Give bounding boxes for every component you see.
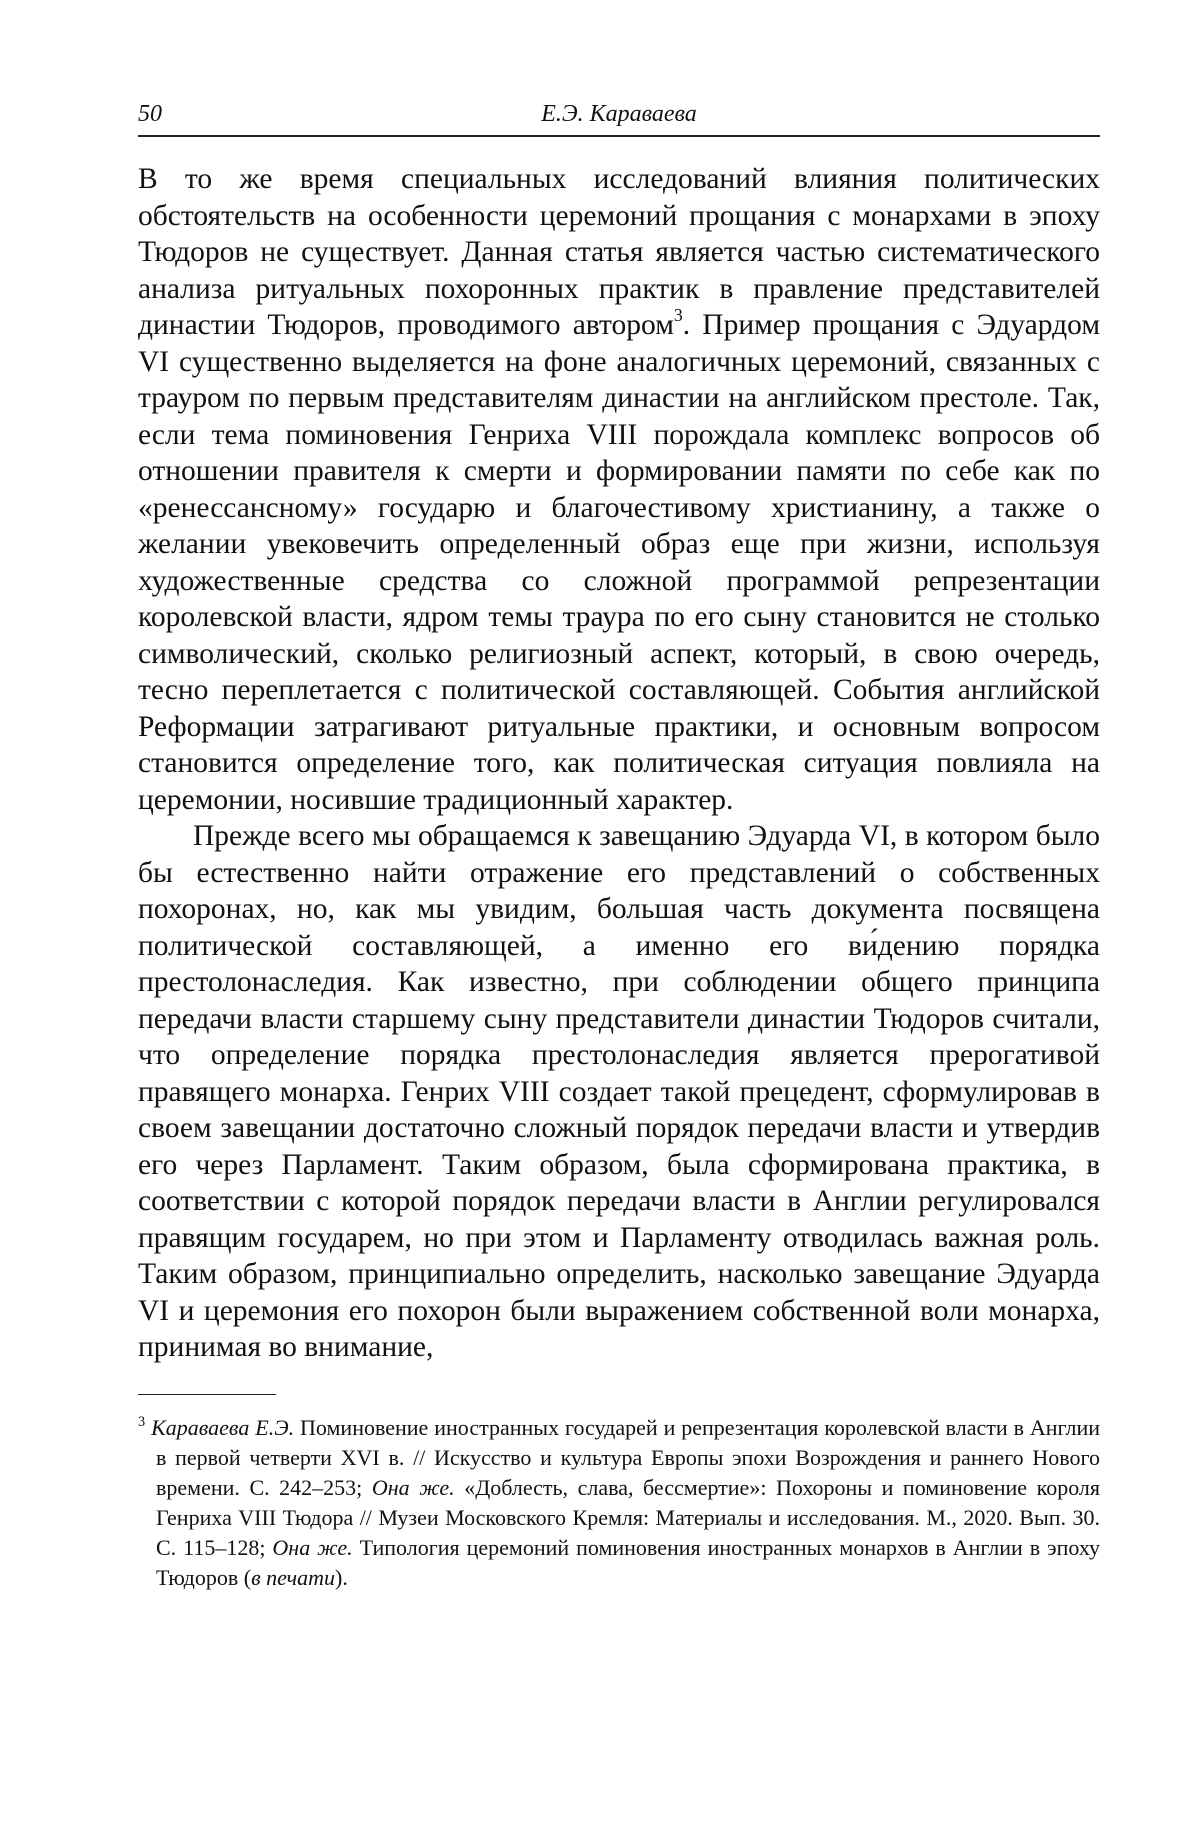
running-header xyxy=(138,95,1100,137)
footnote-mark: 3 xyxy=(138,1414,145,1430)
page xyxy=(138,95,1100,1593)
page-number: 50 xyxy=(138,101,162,128)
paragraph-1 xyxy=(138,161,1100,818)
footnote-author-1: Караваева Е.Э. xyxy=(151,1415,294,1440)
footnote-author-2: Она же. xyxy=(372,1475,455,1500)
body-text xyxy=(138,161,1100,1366)
footnote-text-1: Поминовение иностранных государей и репрезентация королевской власти в Англии в первой четверти XVI в. // Искусство и культура Европы эпохи Возрождения и раннего Нового времени. С. 242–253; xyxy=(156,1415,1100,1500)
paragraph-1-text-b: . Пример прощания с Эдуардом VI существенно выделяется на фоне аналогичных церемоний, связанных с трауром по первым представителям династии на английском престоле. Так, если тема поминовения Генриха VIII порождала комплекс вопросов об отношении правителя к смерти и формировании памяти по себе как по «ренессансному» государю и благочестивому христианину, а также о желании увековечить определенный образ еще при жизни, используя художественные средства со сложной программой репрезентации королевской власти, ядром темы траура по его сыну становится не столько символический, сколько религиозный аспект, который, в свою очередь, тесно переплетается с политической составляющей. События английской Реформации затрагивают ритуальные практики, и основным вопросом становится определение того, как политическая ситуация повлияла на церемонии, носившие традиционный характер. xyxy=(138,309,1100,816)
paragraph-1-text-a: В то же время специальных исследований влияния политических обстоятельств на особенности церемоний прощания с монархами в эпоху Тюдоров не существует. Данная статья является частью систематического анализа ритуальных похоронных практик в правление представителей династии Тюдоров, проводимого автором xyxy=(138,163,1100,341)
footnote-text-2: «Доблесть, слава, бессмертие»: Похороны и поминовение короля Генриха VIII Тюдора // Музеи Московского Кремля: Материалы и исследования. М., 2020. Вып. 30. С. 115–128; xyxy=(156,1475,1100,1560)
footnote-reference[interactable]: 3 xyxy=(674,305,683,325)
paragraph-2: Прежде всего мы обращаемся к завещанию Эдуарда VI, в котором было бы естественно найти отражение его представлений о собственных похоронах, но, как мы увидим, большая часть документа посвящена политической составляющей, а именно его ви́дению порядка престолонаследия. Как известно, при соблюдении общего принципа передачи власти старшему сыну представители династии Тюдоров считали, что определение порядка престолонаследия является прерогативой правящего монарха. Генрих VIII создает такой прецедент, сформулировав в своем завещании достаточно сложный порядок передачи власти и утвердив его через Парламент. Таким образом, была сформирована практика, в соответствии с которой порядок передачи власти в Англии регулировался правящим государем, но при этом и Парламенту отводилась важная роль. Таким образом, принципиально определить, насколько завещание Эдуарда VI и церемония его похорон были выражением собственной воли монарха, принимая во внимание, xyxy=(138,818,1100,1366)
footnote-text-3: Типология церемоний поминовения иностранных монархов в Англии в эпоху Тюдоров ( xyxy=(156,1535,1100,1590)
footnote xyxy=(138,1413,1100,1593)
footnote-text-4: ). xyxy=(335,1565,348,1590)
footnote-divider xyxy=(138,1394,276,1395)
footnote-author-3: Она же. xyxy=(272,1535,352,1560)
running-title: Е.Э. Караваева xyxy=(138,101,1100,128)
footnote-status: в печати xyxy=(251,1565,335,1590)
